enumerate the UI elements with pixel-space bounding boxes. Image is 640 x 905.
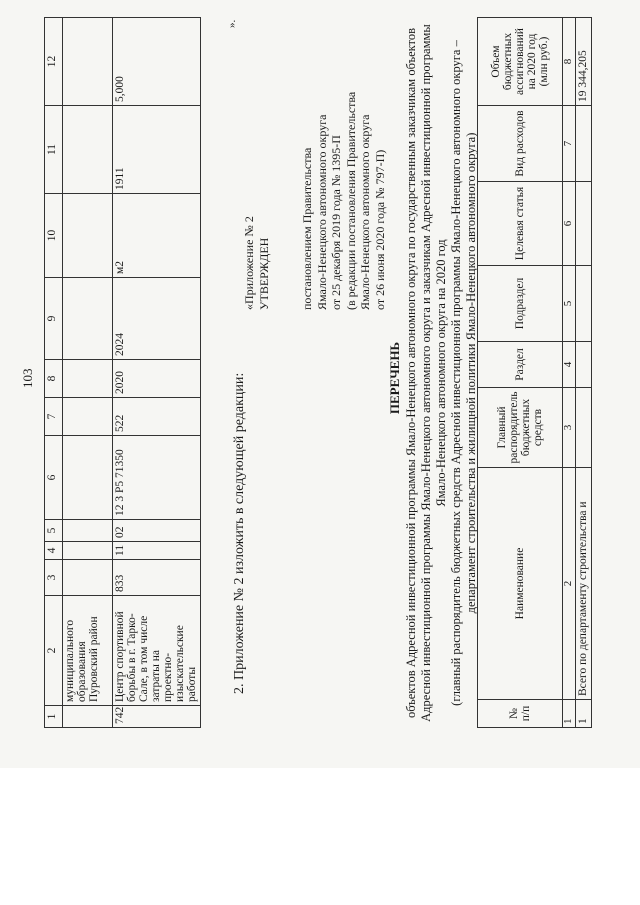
approval-line: от 26 июня 2020 года № 797-П) — [372, 149, 387, 310]
cell-expense-type — [576, 106, 592, 182]
cell-subsection — [576, 266, 592, 342]
col-number: 10 — [45, 194, 63, 278]
list-title: ПЕРЕЧЕНЬ — [387, 341, 402, 415]
list-table — [477, 17, 592, 728]
approval-line: (в редакции постановления Правительства — [343, 91, 358, 310]
amendment-item: 2. Приложение № 2 изложить в следующей редакции: — [232, 372, 247, 694]
col-number: 3 — [563, 388, 576, 468]
cell-name: муниципального образования Пуровский район — [63, 596, 113, 706]
cell-num: 742 — [113, 706, 201, 728]
col-number: 7 — [45, 398, 63, 436]
page-number: 103 — [20, 368, 35, 388]
cell-target: 12 3 P5 71350 — [113, 436, 201, 520]
col-number: 6 — [563, 182, 576, 266]
closing-quote: ». — [226, 19, 238, 28]
approval-line: УТВЕРЖДЕН — [256, 237, 271, 310]
approval-line: Ямало-Ненецкого автономного округа — [358, 114, 372, 310]
approval-line: постановлением Правительства — [300, 147, 314, 310]
col-number: 12 — [45, 18, 63, 106]
cell-section — [576, 342, 592, 388]
col-number: 5 — [563, 266, 576, 342]
header-target: Целевая статья — [478, 182, 563, 266]
subtitle-line: Адресной инвестиционной программы Ямало-Ненецкого автономного округа и заказчикам Адресной инвестиционной программы — [419, 24, 433, 722]
col-number: 8 — [45, 360, 63, 398]
col-number: 1 — [563, 700, 576, 728]
approval-block — [242, 20, 387, 310]
column-number-row — [45, 18, 63, 728]
table-row — [63, 18, 113, 728]
blank-margin — [0, 768, 640, 905]
cell-num: 1 — [576, 700, 592, 728]
header-volume: Объем бюджетных ассигнований на 2020 год (млн руб.) — [478, 18, 563, 106]
approval-line: «Приложение № 2 — [242, 216, 256, 310]
subtitle-line: департамент строительства и жилищной политики Ямало-Ненецкого автономного округа) — [464, 132, 478, 614]
column-number-row — [563, 18, 576, 728]
subtitle-line: объектов Адресной инвестиционной программы Ямало-Ненецкого автономного округа по государственным заказчикам объектов — [404, 28, 418, 718]
cell-subsection: 02 — [113, 520, 201, 542]
cell-expense-type: 522 — [113, 398, 201, 436]
subtitle-line: (главный распорядитель бюджетных средств Адресной инвестиционной программы Ямало-Ненецкого автономного округа – — [449, 40, 463, 706]
approval-line: Ямало-Ненецкого автономного округа — [314, 114, 329, 310]
header-row — [478, 18, 563, 728]
header-subsection: Подраздел — [478, 266, 563, 342]
list-subtitle — [404, 18, 479, 728]
cell-main-manager: 833 — [113, 560, 201, 596]
cell-unit: м2 — [113, 194, 201, 278]
col-number: 2 — [563, 468, 576, 700]
objects-table — [44, 17, 201, 728]
header-main-manager: Главный распорядитель бюджетных средств — [478, 388, 563, 468]
cell-target — [576, 182, 592, 266]
cell-capacity: 1911 — [113, 106, 201, 194]
cell-amount: 5,000 — [113, 18, 201, 106]
cell-name: Центр спортивной борьбы в г. Тарко-Сале, в том числе затраты на проектно-изыскательские работы — [113, 596, 201, 706]
col-number: 9 — [45, 278, 63, 360]
col-number: 1 — [45, 706, 63, 728]
table-row — [113, 18, 201, 728]
cell-start-year: 2020 — [113, 360, 201, 398]
header-num: № п/п — [478, 700, 563, 728]
col-number: 4 — [45, 542, 63, 560]
header-name: Наименование — [478, 468, 563, 700]
header-expense-type: Вид расходов — [478, 106, 563, 182]
col-number: 7 — [563, 106, 576, 182]
cell-end-year: 2024 — [113, 278, 201, 360]
col-number: 11 — [45, 106, 63, 194]
col-number: 2 — [45, 596, 63, 706]
cell-name: Всего по департаменту строительства и — [576, 468, 592, 700]
cell-main-manager — [576, 388, 592, 468]
cell-volume: 19 344,205 — [576, 18, 592, 106]
table-row — [576, 18, 592, 728]
col-number: 8 — [563, 18, 576, 106]
header-section: Раздел — [478, 342, 563, 388]
col-number: 5 — [45, 520, 63, 542]
cell-section: 11 — [113, 542, 201, 560]
col-number: 6 — [45, 436, 63, 520]
approval-line: от 25 декабря 2019 года № 1395-П — [329, 135, 343, 310]
col-number: 3 — [45, 560, 63, 596]
col-number: 4 — [563, 342, 576, 388]
subtitle-line: Ямало-Ненецкого автономного округа на 2020 год — [434, 239, 448, 507]
